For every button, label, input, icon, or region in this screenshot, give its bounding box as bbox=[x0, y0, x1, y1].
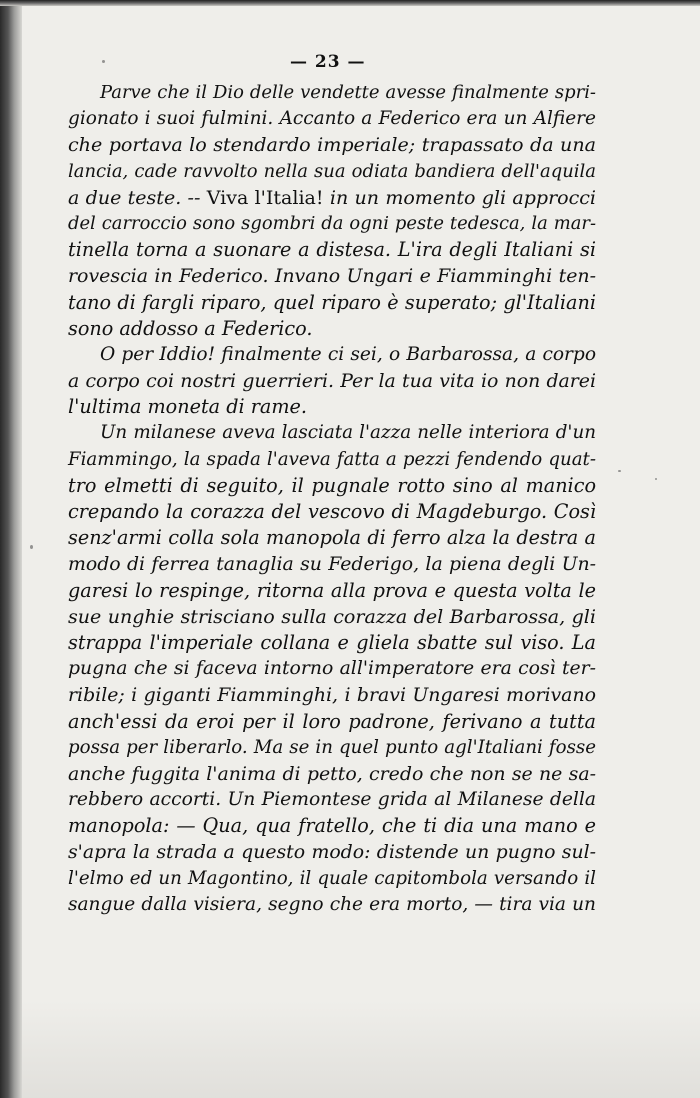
text-line bbox=[68, 290, 596, 316]
text-line bbox=[68, 682, 596, 708]
text-line bbox=[68, 132, 596, 158]
text-line bbox=[68, 342, 596, 368]
page-binding-shadow bbox=[0, 0, 22, 1098]
text-segment: a corpo coi nostri guerrieri. Per la tua vita io non darei bbox=[68, 370, 596, 393]
text-line bbox=[68, 473, 596, 499]
text-line bbox=[68, 420, 596, 446]
text-line bbox=[68, 813, 596, 839]
text-segment: garesi lo respinge, ritorna alla prova e questa volta le bbox=[68, 578, 596, 602]
ink-speck bbox=[618, 470, 621, 472]
text-segment: tro elmetti di seguito, il pugnale rotto sino al manico bbox=[68, 473, 596, 497]
text-line bbox=[68, 604, 596, 630]
text-segment: pugna che si faceva intorno all'imperatore era così ter- bbox=[68, 658, 596, 680]
page-number: — 23 — bbox=[290, 52, 366, 72]
page-bottom-shade bbox=[22, 1000, 700, 1098]
text-line bbox=[68, 499, 596, 525]
text-segment: tano di fargli riparo, quel riparo è superato; gl'Italiani bbox=[68, 290, 596, 314]
text-segment: s'apra la strada a questo modo: distende un pugno sul- bbox=[68, 841, 596, 864]
text-segment: che portava lo stendardo imperiale; trapassato da una bbox=[68, 133, 596, 157]
text-segment: Parve che il Dio delle vendette avesse finalmente spri- bbox=[100, 82, 596, 103]
text-line bbox=[68, 866, 596, 892]
ink-speck bbox=[30, 545, 33, 549]
text-line bbox=[68, 787, 596, 813]
text-segment: O per Iddio! finalmente ci sei, o Barbarossa, a corpo bbox=[100, 343, 596, 365]
text-segment: anche fuggita l'anima di petto, credo che non se ne sa- bbox=[68, 762, 596, 785]
text-line bbox=[68, 578, 596, 604]
page-top-edge bbox=[0, 0, 700, 6]
text-line bbox=[68, 892, 596, 918]
text-segment: sangue dalla visiera, segno che era morto, — tira via un bbox=[68, 893, 596, 915]
text-segment: possa per liberarlo. Ma se in quel punto agl'Italiani fosse bbox=[68, 736, 596, 758]
text-line bbox=[68, 839, 596, 865]
text-line bbox=[68, 551, 596, 577]
text-segment: sono addosso a Federico. bbox=[68, 316, 313, 340]
text-segment: crepando la corazza del vescovo di Magdeburgo. Così bbox=[68, 500, 596, 523]
text-line bbox=[68, 80, 596, 106]
text-line bbox=[68, 630, 596, 656]
text-segment: anch'essi da eroi per il loro padrone, ferivano a tutta bbox=[68, 709, 596, 733]
text-segment: del carroccio sono sgombri da ogni peste tedesca, la mar- bbox=[68, 212, 596, 234]
text-line bbox=[68, 106, 596, 132]
text-line bbox=[68, 447, 596, 473]
ink-speck bbox=[102, 60, 105, 63]
text-segment: rovescia in Federico. Invano Ungari e Fiamminghi ten- bbox=[68, 265, 596, 288]
text-segment: tinella torna a suonare a distesa. L'ira degli Italiani si bbox=[68, 238, 596, 262]
text-segment: gionato i suoi fulmini. Accanto a Federico era un Alfiere bbox=[68, 108, 596, 130]
text-line bbox=[68, 316, 596, 342]
text-segment: lancia, cade ravvolto nella sua odiata bandiera dell'aquila bbox=[68, 160, 596, 182]
text-segment: modo di ferrea tanaglia su Federigo, la piena degli Un- bbox=[68, 553, 596, 576]
text-segment: Viva l'Italia! bbox=[206, 186, 324, 209]
text-line bbox=[68, 185, 596, 211]
text-segment: Un milanese aveva lasciata l'azza nelle interiora d'un bbox=[100, 422, 596, 444]
ink-speck bbox=[655, 478, 657, 480]
text-line bbox=[68, 159, 596, 185]
text-line bbox=[68, 263, 596, 289]
text-segment: sue unghie strisciano sulla corazza del Barbarossa, gli bbox=[68, 605, 596, 628]
text-line bbox=[68, 761, 596, 787]
text-segment: ribile; i giganti Fiamminghi, i bravi Ungaresi morivano bbox=[68, 684, 596, 707]
text-segment: in un momento gli approcci bbox=[323, 186, 596, 209]
text-line bbox=[68, 709, 596, 735]
text-segment: senz'armi colla sola manopola di ferro alza la destra a bbox=[68, 526, 596, 550]
text-line bbox=[68, 394, 596, 420]
text-segment: manopola: — Qua, qua fratello, che ti dia una mano e bbox=[68, 814, 596, 838]
text-segment: rebbero accorti. Un Piemontese grida al Milanese della bbox=[68, 789, 596, 811]
text-line bbox=[68, 211, 596, 237]
text-line bbox=[68, 237, 596, 263]
text-segment: l'elmo ed un Magontino, il quale capitombola versando il bbox=[68, 867, 596, 889]
text-segment: a due teste. -- bbox=[68, 186, 207, 209]
text-line bbox=[68, 656, 596, 682]
text-line bbox=[68, 735, 596, 761]
text-line bbox=[68, 525, 596, 551]
text-segment: l'ultima moneta di rame. bbox=[68, 395, 307, 419]
body-text bbox=[68, 80, 596, 918]
text-segment: Fiammingo, la spada l'aveva fatta a pezzi fendendo quat- bbox=[68, 448, 596, 470]
text-segment: strappa l'imperiale collana e gliela sbatte sul viso. La bbox=[68, 630, 596, 654]
text-line bbox=[68, 368, 596, 394]
